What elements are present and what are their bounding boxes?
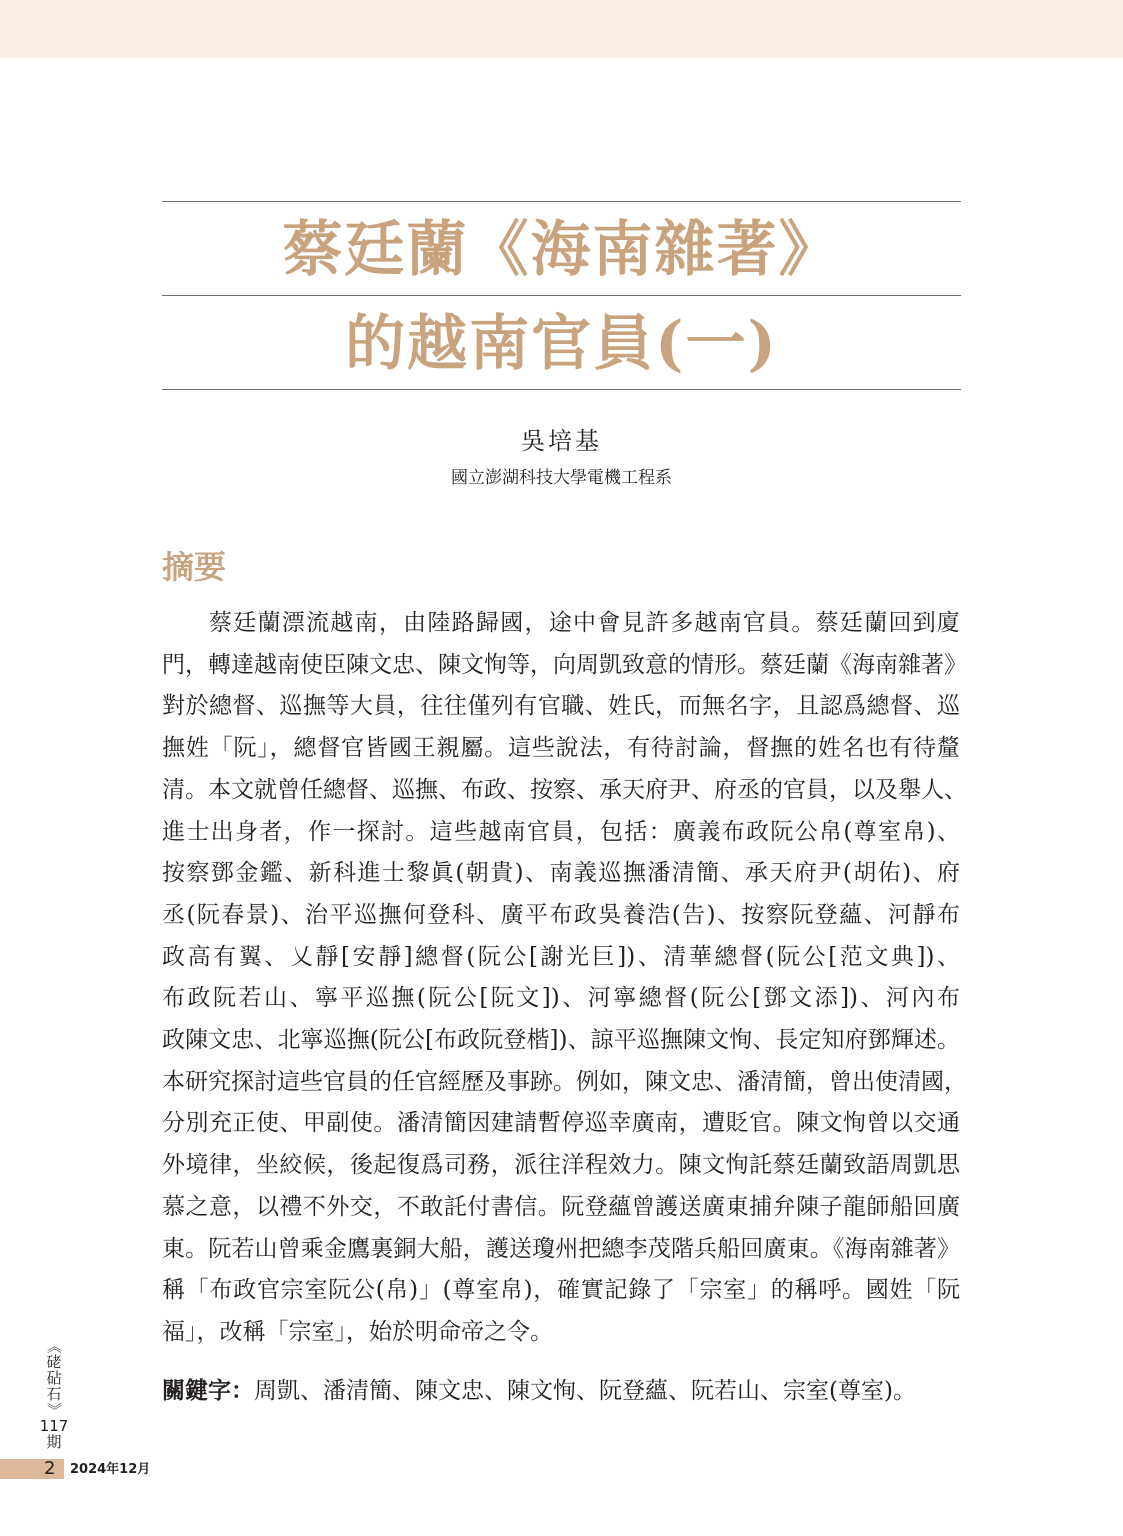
abstract-heading: 摘要 xyxy=(162,548,227,586)
title-rule-top xyxy=(162,201,961,202)
abstract-line: 蔡廷蘭漂流越南，由陸路歸國，途中會見許多越南官員。蔡廷蘭回到廈 xyxy=(209,610,960,636)
title-line-1: 蔡廷蘭《海南雜著》 xyxy=(282,215,841,285)
abstract-line: 外境律，坐絞候，後起復爲司務，派往洋程效力。陳文恂託蔡廷蘭致語周凱思 xyxy=(162,1152,960,1179)
abstract-line: 按察鄧金鑑、新科進士黎眞(朝貴)、南義巡撫潘清簡、承天府尹(胡佑)、府 xyxy=(162,860,960,887)
abstract-line: 政陳文忠、北寧巡撫(阮公[布政阮登楷])、諒平巡撫陳文恂、長定知府鄧輝述。 xyxy=(162,1027,960,1053)
journal-mark-close: 》 xyxy=(45,1402,63,1418)
title-rule-middle xyxy=(162,295,961,296)
issue-date: 2024年12月 xyxy=(70,1462,151,1477)
abstract-line: 政高有翼、乂靜[安靜]總督(阮公[謝光巨])、清華總督(阮公[范文典])、 xyxy=(162,943,960,970)
abstract-line: 布政阮若山、寧平巡撫(阮公[阮文])、河寧總督(阮公[鄧文添])、河內布 xyxy=(162,985,960,1012)
abstract-line: 撫姓「阮」，總督官皆國王親屬。這些說法，有待討論，督撫的姓名也有待釐 xyxy=(162,735,960,762)
abstract-line: 清。本文就曾任總督、巡撫、布政、按察、承天府尹、府丞的官員，以及舉人、 xyxy=(162,776,967,803)
abstract-line: 福」，改稱「宗室」，始於明命帝之令。 xyxy=(162,1318,553,1345)
journal-char: 石 xyxy=(46,1385,62,1403)
title-rule-bottom xyxy=(162,389,961,390)
keywords-text: 周凱、潘清簡、陳文忠、陳文恂、阮登蘊、阮若山、宗室(尊室)。 xyxy=(254,1378,916,1404)
abstract-line: 本研究探討這些官員的任官經歷及事跡。例如，陳文忠、潘清簡，曾出使清國， xyxy=(162,1068,967,1095)
abstract-line: 稱「布政官宗室阮公(帛)」(尊室帛)，確實記錄了「宗室」的稱呼。國姓「阮 xyxy=(162,1277,960,1304)
author-affiliation: 國立澎湖科技大學電機工程系 xyxy=(451,468,672,488)
issue-number: 117 xyxy=(39,1417,69,1435)
journal-sidebar xyxy=(34,1338,74,1450)
abstract-line: 丞(阮春景)、治平巡撫何登科、廣平布政吳養浩(告)、按察阮登蘊、河靜布 xyxy=(162,901,960,928)
title-line-2: 的越南官員(一) xyxy=(345,309,778,379)
abstract-line: 慕之意，以禮不外交，不敢託付書信。阮登蘊曾護送廣東捕弁陳子龍師船回廣 xyxy=(162,1193,960,1220)
page-number: 2 xyxy=(44,1458,56,1479)
abstract-line: 門，轉達越南使臣陳文忠、陳文恂等，向周凱致意的情形。蔡廷蘭《海南雜著》 xyxy=(162,651,967,678)
journal-char: 硓 xyxy=(46,1353,62,1371)
author-name: 吳培基 xyxy=(521,427,602,455)
journal-mark-open: 《 xyxy=(45,1338,63,1354)
abstract-line: 對於總督、巡撫等大員，往往僅列有官職、姓氏，而無名字，且認爲總督、巡 xyxy=(162,693,960,720)
top-band xyxy=(0,0,1123,58)
abstract-line: 東。阮若山曾乘金鷹裏銅大船，護送瓊州把總李茂階兵船回廣東。《海南雜著》 xyxy=(162,1235,960,1262)
abstract-line: 進士出身者，作一探討。這些越南官員，包括：廣義布政阮公帛(尊室帛)、 xyxy=(162,818,960,845)
keywords xyxy=(162,1376,916,1406)
journal-char: 砧 xyxy=(46,1369,62,1387)
keywords-label: 關鍵字： xyxy=(162,1378,254,1404)
abstract-line: 分別充正使、甲副使。潘清簡因建請暫停巡幸廣南，遭貶官。陳文恂曾以交通 xyxy=(162,1110,960,1137)
issue-unit: 期 xyxy=(46,1433,62,1451)
